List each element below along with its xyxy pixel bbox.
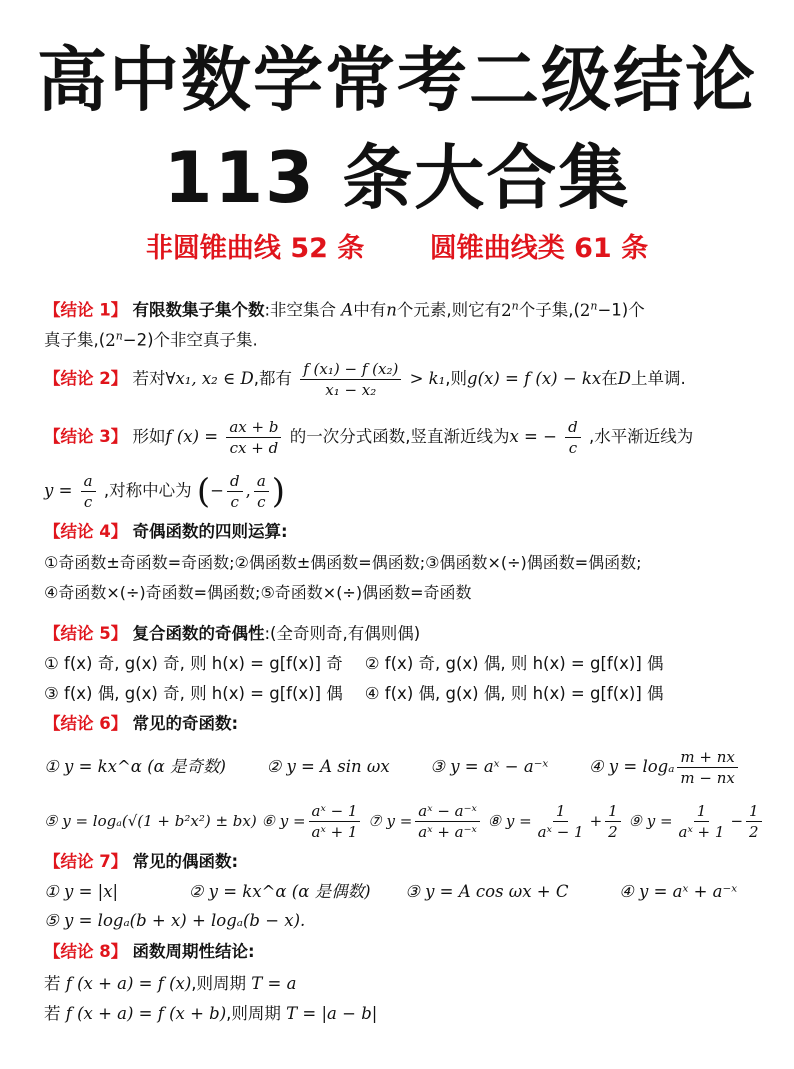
text: ① f(x) 奇, g(x) 奇, 则 h(x) = g[f(x)] 奇 [44,654,343,673]
conclusion-6-tag: 【结论 6】 [44,714,128,733]
conclusion-7-line-2 [44,909,305,933]
math: ⑤ y = logₐ(√(1 + b²x²) ± bx) [44,812,257,830]
conclusion-4-head [44,520,288,544]
text: 若 [44,1004,61,1023]
fraction: $\frac{ax + b}{cx + d}$ [226,417,281,458]
math: + [589,812,603,830]
conclusion-1-tag: 【结论 1】 [44,300,128,320]
fraction: $\frac{a}{c}$ [254,471,269,512]
fraction: $\frac{1}{\text{aˣ − 1}}$ [537,802,584,841]
subtitle-left: 非圆锥曲线 52 条 [145,233,365,264]
text: 中有 [353,300,387,320]
conclusion-6-line-1 [44,744,741,790]
conclusion-3-tag: 【结论 3】 [44,427,128,446]
math: 2$^n$ [501,299,519,320]
math: f (x) = [165,427,219,446]
text: 形如 [132,427,166,446]
conclusion-8-head [44,940,255,964]
text: 在 [601,369,618,388]
text: ④ f(x) 偶, g(x) 偶, 则 h(x) = g[f(x)] 偶 [364,684,664,703]
text: :非空集合 [264,300,337,320]
text: :(全奇则奇,有偶则偶) [264,624,421,643]
conclusion-3-line-1 [44,414,693,460]
fraction: $\frac{\text{f (x₁) − f (x₂)}}{\text{x₁ − x₂}}$ [300,359,401,400]
math: ∀x₁, x₂ ∈ D [165,369,254,388]
text: ② f(x) 奇, g(x) 偶, 则 h(x) = g[f(x)] 偶 [364,654,664,673]
math: n [386,300,397,320]
fraction: $\frac{1}{\text{aˣ + 1}}$ [678,802,725,841]
text: 若对 [132,369,166,388]
math: ③ y = aˣ − a⁻ˣ [430,757,549,776]
fraction: $\frac{\text{aˣ − a⁻ˣ}}{\text{aˣ + a⁻ˣ}}$ [415,801,480,842]
math: 2$^n$ [105,329,123,350]
text: 个元素,则它有 [396,300,502,320]
conclusion-2 [44,356,686,402]
text: ,都有 [253,369,292,388]
text: −2)个非空真子集. [122,330,258,350]
conclusion-5-line-1 [44,652,664,676]
math: g(x) = f (x) − kx [467,369,602,388]
subtitle-right: 圆锥曲线类 61 条 [429,233,649,264]
text: 常见的偶函数: [132,852,239,871]
conclusion-7-line-1 [44,880,737,904]
math: ① y = |x| [44,882,119,901]
text: ,水平渐近线为 [589,427,694,446]
conclusion-5-line-2 [44,682,664,706]
math: 2$^n$ [579,299,598,320]
conclusion-6-line-2 [44,798,765,844]
text: 奇偶函数的四则运算: [132,522,288,541]
conclusion-5-head [44,622,420,646]
subtitle [0,226,794,265]
text: 个子集,( [518,300,580,320]
conclusion-3-line-2: y = $\frac{a}{c}$ ,对称中心为 (− $\frac{d}{c}$ , $\frac{a}{c}$ ) [44,471,286,512]
conclusion-4-line-1: ①奇函数±奇函数=奇函数;②偶函数±偶函数=偶函数;③偶函数×(÷)偶函数=偶函数; [44,553,642,572]
conclusion-5-tag: 【结论 5】 [44,624,128,643]
math: T = a [251,974,297,993]
math: ② y = kx^α (α 是偶数) [188,882,371,901]
math: A [341,300,354,320]
text: 真子集,( [44,330,106,350]
text: ,则周期 [226,1004,281,1023]
fraction: $\frac{a}{c}$ [81,471,96,512]
conclusion-7-tag: 【结论 7】 [44,852,128,871]
math: ③ y = A cos ωx + C [405,882,569,901]
conclusion-1-line-2 [44,324,258,353]
fraction: $\frac{1}{2}$ [746,801,762,842]
text: ,则周期 [191,974,247,993]
conclusion-1-head: 有限数集子集个数 [132,300,265,320]
text: ③ f(x) 偶, g(x) 奇, 则 h(x) = g[f(x)] 偶 [44,684,343,703]
math: ⑤ y = logₐ(b + x) + logₐ(b − x). [44,911,306,930]
conclusion-6-head [44,712,238,736]
math: D [617,369,631,388]
conclusion-8-line-1 [44,972,296,996]
title-line-1: 高中数学常考二级结论 [37,39,757,121]
title-line-2: 113 条大合集 [163,137,631,219]
math: y = [44,481,73,500]
conclusion-4-line-2: ④奇函数×(÷)奇函数=偶函数;⑤奇函数×(÷)偶函数=奇函数 [44,583,472,602]
conclusion-7-head [44,850,238,874]
conclusion-2-tag: 【结论 2】 [44,369,128,388]
text: 常见的奇函数: [132,714,239,733]
math: ⑦ y = [368,812,413,830]
math: ④ y = aˣ + a⁻ˣ [618,882,738,901]
math: ④ y = logₐ [588,757,675,776]
conclusion-8-line-2 [44,1002,377,1026]
text: ,对称中心为 [103,481,192,500]
math: ① y = kx^α (α 是奇数) [44,757,226,776]
text: 的一次分式函数,竖直渐近线为 [289,427,510,446]
text: 复合函数的奇偶性 [132,624,265,643]
math: T = |a − b| [286,1004,378,1023]
math: x = − [509,427,557,446]
math: ⑨ y = [628,812,673,830]
fraction: $\frac{d}{c}$ [227,471,243,512]
conclusion-1-line-1 [44,294,645,323]
math: f (x + a) = f (x + b) [65,1004,227,1023]
conclusion-4-tag: 【结论 4】 [44,522,128,541]
text: 上单调. [630,369,686,388]
text: 若 [44,974,61,993]
text: ,则 [445,369,468,388]
fraction: $\frac{d}{c}$ [565,417,581,458]
math: > k₁ [409,369,446,388]
fraction: $\frac{\text{aˣ − 1}}{\text{aˣ + 1}}$ [309,801,361,842]
text: −1)个 [597,300,645,320]
conclusion-8-tag: 【结论 8】 [44,942,128,961]
math: ② y = A sin ωx [266,757,390,776]
math: ⑧ y = [487,812,532,830]
fraction: $\frac{m + nx}{m - nx}$ [677,747,737,788]
math: ⑥ y = [261,812,306,830]
math: − [730,812,744,830]
text: 函数周期性结论: [132,942,255,961]
math: f (x + a) = f (x) [65,974,192,993]
fraction: $\frac{1}{2}$ [605,801,621,842]
